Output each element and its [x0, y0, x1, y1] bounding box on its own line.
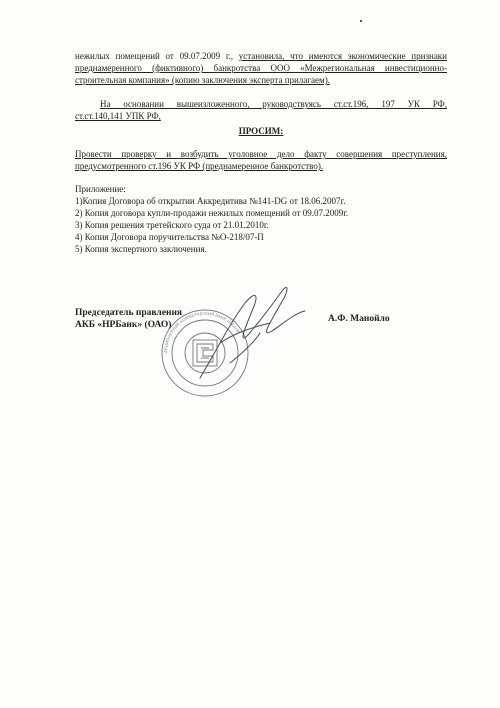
- attachments-list: [75, 183, 447, 255]
- paragraph-text: нежилых помещений от 09.07.2009 г.,: [75, 51, 239, 61]
- attachment-item: 3) Копия решения третейского суда от 21.01.2010г.: [75, 220, 269, 230]
- paragraph-request: [75, 148, 447, 172]
- signatory-title-line: АКБ «НРБанк» (ОАО): [75, 320, 172, 330]
- request-heading: ПРОСИМ:: [238, 126, 284, 136]
- stamp-seal-icon: [160, 283, 320, 403]
- attachment-item: 5) Копия экспертного заключения.: [75, 244, 207, 254]
- attachment-item: 1)Копия Договора об открытии Аккредитива №141-DG от 18.06.2007г.: [75, 196, 346, 206]
- paragraph-line: предусмотренного ст.196 УК РФ (преднамеренное банкротство).: [75, 161, 324, 171]
- stamp-and-signature: [160, 283, 320, 403]
- paragraph-line: ст.ст.140,141 УПК РФ,: [75, 111, 161, 121]
- attachment-item: 4) Копия Договора поручительства №О-218/07-П: [75, 232, 264, 242]
- paragraph-line: Провести проверку и возбудить уголовное дело факту совершения преступления,: [75, 149, 447, 159]
- paragraph-legal-basis: [75, 98, 447, 122]
- attachment-item: 2) Копия договора купли-продажи нежилых помещений от 09.07.2009г.: [75, 208, 349, 218]
- paragraph-line: На основании вышеизложенного, руководствуясь ст.ст.196, 197 УК РФ,: [100, 99, 447, 109]
- paragraph-expert-finding: [75, 50, 447, 86]
- paragraph-line: строительная компания» (копию заключения эксперта прилагаем).: [75, 75, 330, 85]
- paragraph-line: [75, 50, 447, 62]
- scan-speck: [360, 20, 362, 22]
- svg-text:АКЦИОНЕРНЫЙ КОММЕРЧЕСКИЙ БАНК: АКЦИОНЕРНЫЙ КОММЕРЧЕСКИЙ БАНК НРБАНК: [162, 310, 242, 354]
- signatory-name: А.Ф. Манойло: [328, 314, 390, 324]
- attachments-heading: Приложение:: [75, 184, 126, 194]
- paragraph-underlined-text: установила, что имеются экономические признаки: [238, 51, 447, 61]
- signatory-title-line: Председатель правления: [75, 308, 183, 318]
- paragraph-line: преднамеренного (фиктивного) банкротства ООО «Межрегиональная инвестиционно-: [75, 63, 447, 73]
